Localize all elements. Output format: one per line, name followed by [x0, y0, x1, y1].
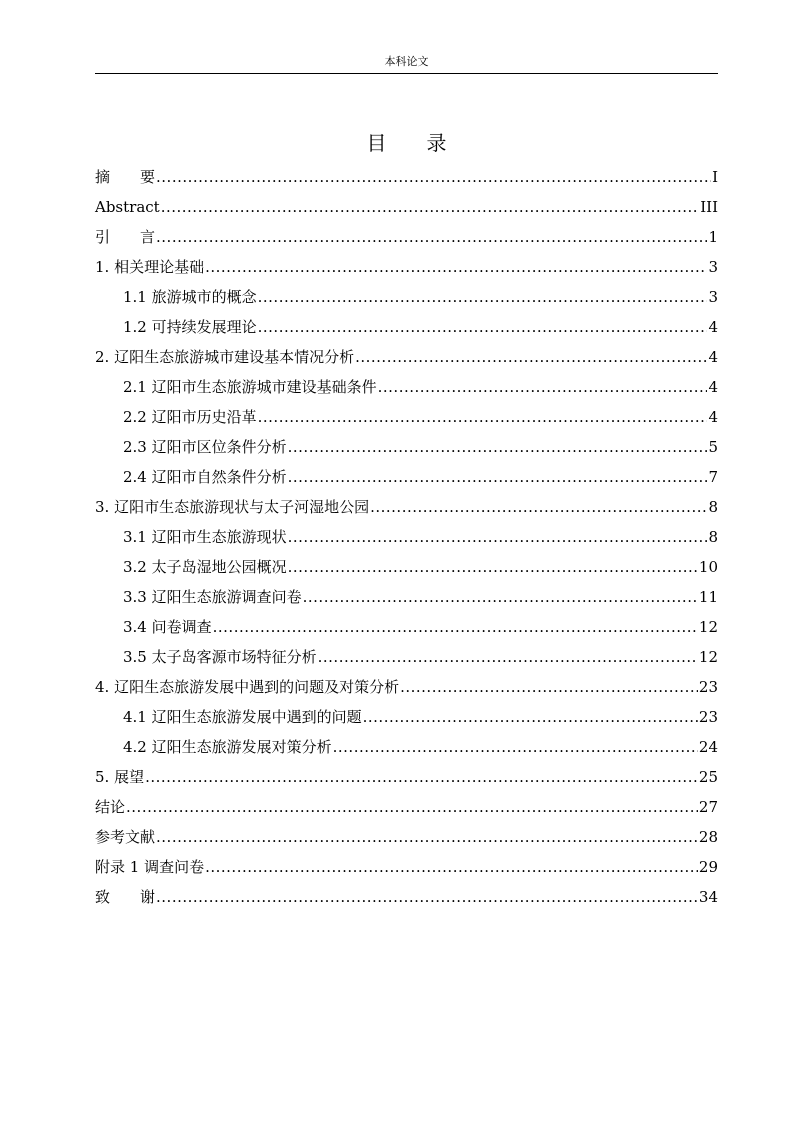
- toc-entry[interactable]: [95, 822, 718, 852]
- toc-entry-label: 2. 辽阳生态旅游城市建设基本情况分析: [95, 348, 355, 366]
- toc-entry[interactable]: [95, 372, 718, 402]
- toc-entry-page-number: 8: [708, 498, 718, 516]
- toc-entry-label: 摘 要: [95, 168, 156, 186]
- toc-entry-page-number: 3: [708, 288, 718, 306]
- toc-leader-dots: [258, 402, 708, 432]
- toc-entry[interactable]: [95, 732, 718, 762]
- toc-entry[interactable]: [95, 882, 718, 912]
- toc-entry-label: 3.5 太子岛客源市场特征分析: [123, 648, 317, 666]
- toc-entry-page-number: 7: [708, 468, 718, 486]
- toc-leader-dots: [363, 702, 698, 732]
- page-header: 本科论文: [384, 55, 429, 68]
- toc-leader-dots: [400, 672, 698, 702]
- toc-entry[interactable]: [95, 762, 718, 792]
- toc-entry-label: 结论: [95, 798, 126, 816]
- toc-entry-label: 1. 相关理论基础: [95, 258, 205, 276]
- toc-entry-page-number: 3: [708, 258, 718, 276]
- toc-entry-label: 参考文献: [95, 828, 156, 846]
- toc-entry-label: 3.1 辽阳市生态旅游现状: [123, 528, 287, 546]
- toc-entry-page-number: 23: [698, 678, 718, 696]
- toc-entry-page-number: 29: [698, 858, 718, 876]
- toc-leader-dots: [161, 192, 700, 222]
- toc-entry-page-number: 25: [698, 768, 718, 786]
- toc-leader-dots: [145, 762, 698, 792]
- toc-entry[interactable]: [95, 432, 718, 462]
- toc-leader-dots: [288, 552, 698, 582]
- toc-entry[interactable]: [95, 642, 718, 672]
- toc-entry-label: 4.1 辽阳生态旅游发展中遇到的问题: [123, 708, 362, 726]
- toc-entry[interactable]: [95, 672, 718, 702]
- toc-entry[interactable]: [95, 342, 718, 372]
- toc-leader-dots: [288, 432, 708, 462]
- toc-leader-dots: [318, 642, 698, 672]
- toc-entry-label: 2.2 辽阳市历史沿革: [123, 408, 257, 426]
- toc-entry-page-number: 23: [698, 708, 718, 726]
- toc-leader-dots: [205, 852, 698, 882]
- toc-entry-label: 1.1 旅游城市的概念: [123, 288, 257, 306]
- toc-entry-page-number: 28: [698, 828, 718, 846]
- toc-leader-dots: [303, 582, 698, 612]
- toc-entry-label: 3.2 太子岛湿地公园概况: [123, 558, 287, 576]
- toc-leader-dots: [370, 492, 707, 522]
- toc-entry[interactable]: [95, 222, 718, 252]
- toc-entry[interactable]: [95, 162, 718, 192]
- toc-leader-dots: [126, 792, 698, 822]
- toc-entry-label: Abstract: [95, 198, 160, 216]
- toc-leader-dots: [288, 522, 708, 552]
- toc-entry-page-number: 27: [698, 798, 718, 816]
- toc-title-part1: 目: [366, 131, 387, 155]
- toc-entry[interactable]: [95, 492, 718, 522]
- toc-title: [95, 130, 718, 156]
- toc-entry-page-number: 8: [708, 528, 718, 546]
- toc-entry-label: 3. 辽阳市生态旅游现状与太子河湿地公园: [95, 498, 370, 516]
- toc-entry-page-number: 10: [698, 558, 718, 576]
- toc-entry-label: 引 言: [95, 228, 156, 246]
- toc-entry[interactable]: [95, 792, 718, 822]
- toc-entry-page-number: 4: [708, 318, 718, 336]
- toc-entry[interactable]: [95, 252, 718, 282]
- toc-entry-label: 4. 辽阳生态旅游发展中遇到的问题及对策分析: [95, 678, 400, 696]
- toc-entry-label: 附录 1 调查问卷: [95, 858, 205, 876]
- toc-entry-page-number: 1: [708, 228, 718, 246]
- header-divider: [95, 73, 718, 74]
- toc-entry-label: 致 谢: [95, 888, 156, 906]
- toc-entry-page-number: 12: [698, 648, 718, 666]
- toc-entry[interactable]: [95, 612, 718, 642]
- toc-entry-label: 2.1 辽阳市生态旅游城市建设基础条件: [123, 378, 377, 396]
- toc-leader-dots: [355, 342, 707, 372]
- toc-leader-dots: [213, 612, 698, 642]
- toc-entry-label: 1.2 可持续发展理论: [123, 318, 257, 336]
- toc-entry-page-number: 11: [698, 588, 718, 606]
- toc-leader-dots: [333, 732, 698, 762]
- toc-entry-page-number: 34: [698, 888, 718, 906]
- toc-leader-dots: [156, 882, 698, 912]
- toc-entry[interactable]: [95, 522, 718, 552]
- toc-leader-dots: [156, 222, 707, 252]
- toc-leader-dots: [156, 822, 698, 852]
- toc-entry-page-number: III: [700, 198, 718, 216]
- toc-leader-dots: [156, 162, 711, 192]
- toc-entry-label: 4.2 辽阳生态旅游发展对策分析: [123, 738, 332, 756]
- toc-entry-label: 5. 展望: [95, 768, 145, 786]
- toc-entry-page-number: 24: [698, 738, 718, 756]
- toc-entry[interactable]: [95, 282, 718, 312]
- toc-entry[interactable]: [95, 852, 718, 882]
- toc-entry-page-number: I: [712, 168, 718, 186]
- table-of-contents: [95, 162, 718, 912]
- toc-entry[interactable]: [95, 702, 718, 732]
- toc-entry-label: 3.3 辽阳生态旅游调查问卷: [123, 588, 302, 606]
- toc-entry[interactable]: [95, 552, 718, 582]
- toc-leader-dots: [288, 462, 708, 492]
- toc-entry[interactable]: [95, 582, 718, 612]
- toc-entry-page-number: 4: [708, 408, 718, 426]
- toc-leader-dots: [378, 372, 708, 402]
- toc-entry-page-number: 5: [708, 438, 718, 456]
- toc-entry-page-number: 4: [708, 378, 718, 396]
- toc-leader-dots: [205, 252, 707, 282]
- toc-title-part2: 录: [426, 131, 447, 155]
- toc-entry[interactable]: [95, 462, 718, 492]
- toc-entry[interactable]: [95, 312, 718, 342]
- toc-entry-label: 2.3 辽阳市区位条件分析: [123, 438, 287, 456]
- toc-entry-page-number: 4: [708, 348, 718, 366]
- toc-entry-page-number: 12: [698, 618, 718, 636]
- toc-leader-dots: [258, 312, 708, 342]
- toc-entry-label: 2.4 辽阳市自然条件分析: [123, 468, 287, 486]
- toc-leader-dots: [258, 282, 708, 312]
- toc-entry[interactable]: [95, 402, 718, 432]
- toc-entry[interactable]: [95, 192, 718, 222]
- toc-entry-label: 3.4 问卷调查: [123, 618, 212, 636]
